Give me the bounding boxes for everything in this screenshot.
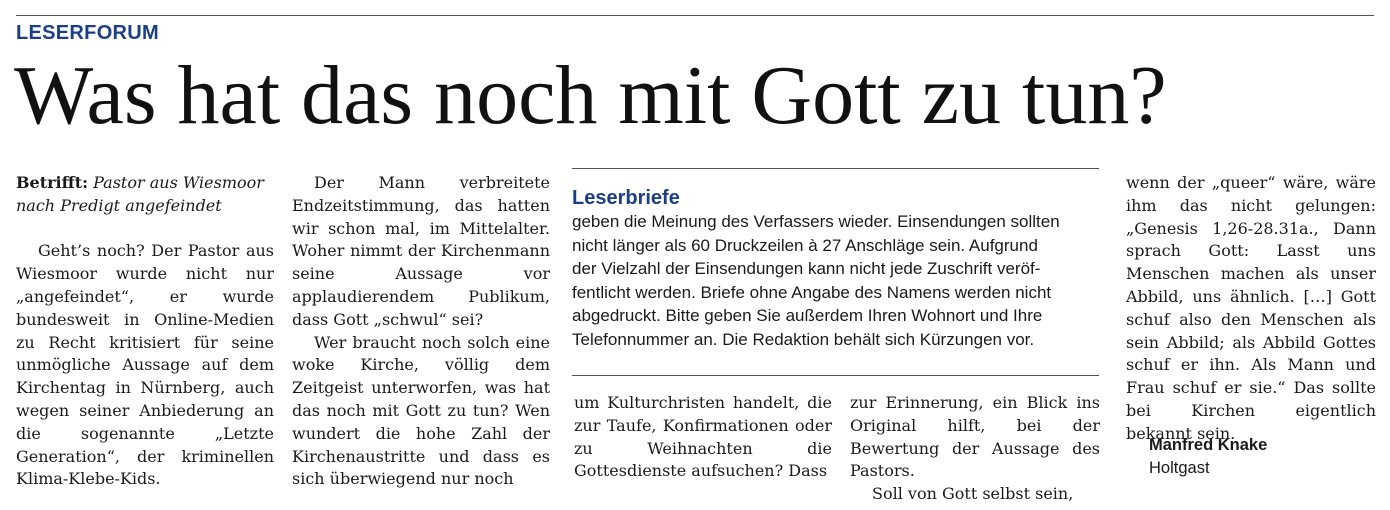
betrifft-text-2: nach Predigt angefeindet [16, 195, 222, 215]
column-5 [1126, 172, 1376, 446]
infobox-line: der Vielzahl der Einsendungen kann nicht jede Zuschrift veröf- [572, 259, 1041, 279]
betrifft-line [16, 172, 274, 195]
infobox-line: fentlicht werden. Briefe ohne Angabe des Namens werden nicht [572, 282, 1052, 302]
column-3 [574, 392, 832, 483]
infobox-line: nicht länger als 60 Druckzeilen à 27 Anschläge sein. Aufgrund [572, 235, 1038, 255]
betrifft-text-1: Pastor aus Wiesmoor [93, 173, 264, 192]
body-paragraph: Geht’s noch? Der Pastor aus Wiesmoor wurde nicht nur „angefeindet“, er wurde bundesweit in Online-Medien zu Recht kritisiert für seine unmögliche Aussage auf dem Kirchentag in Nürnberg, auch wegen seiner Anbiederung an die sogenannte „Letzte Generation“, der kriminellen Klima-Klebe-Kids. [16, 241, 274, 489]
infobox-line: abgedruckt. Bitte geben Sie außerdem Ihren Wohnort und Ihre [572, 306, 1043, 326]
leserbriefe-infobox [572, 168, 1099, 376]
top-rule [16, 15, 1374, 16]
body-paragraph: zur Erinnerung, ein Blick ins Original hilft, bei der Bewertung der Aussage des Pastors. [850, 393, 1100, 481]
spacer [16, 218, 274, 241]
infobox-title: Leserbriefe [572, 187, 680, 209]
infobox-line: Telefonnummer an. Die Redaktion behält sich Kürzungen vor. [572, 329, 1035, 349]
betrifft-line-2 [16, 195, 274, 218]
author-place: Holtgast [1149, 459, 1210, 477]
body-paragraph: Der Mann verbreitete Endzeitstimmung, das hatten wir schon mal, im Mittelalter. Woher nimmt der Kirchenmann seine Aussage vor applaudierendem Publikum, dass Gott „schwul“ sei? [292, 173, 550, 329]
body-paragraph: Soll von Gott selbst sein, [872, 484, 1074, 504]
column-2 [292, 172, 550, 491]
section-kicker: LESERFORUM [16, 22, 159, 44]
betrifft-label: Betrifft: [16, 173, 89, 192]
author-block [1149, 434, 1267, 480]
body-paragraph: Wer braucht noch solch eine woke Kirche, völlig dem Zeitgeist unterworfen, was hat das noch mit Gott zu tun? Wen wundert die hohe Zahl der Kirchenaustritte und dass es sich überwiegend nur noch [292, 332, 550, 489]
column-4 [850, 392, 1100, 506]
infobox-top-rule [572, 168, 1099, 169]
body-paragraph: um Kulturchristen handelt, die zur Taufe, Konfirmationen oder zu Weihnachten die Gottesdienste aufsuchen? Dass [574, 393, 832, 481]
headline: Was hat das noch mit Gott zu tun? [14, 49, 1167, 142]
body-paragraph: wenn der „queer“ wäre, wäre ihm das nicht gelungen: „Genesis 1,26-28.31a., Dann sprach Gott: Lasst uns Menschen machen als unser Abbild, uns ähnlich. […] Gott schuf also den Menschen als sein Abbild; als Abbild Gottes schuf er ihn. Als Mann und Frau schuf er sie.“ Das sollte bei Kirchen eigentlich bekannt sein. [1126, 173, 1376, 443]
author-name: Manfred Knake [1149, 436, 1268, 454]
infobox-line: geben die Meinung des Verfassers wieder. Einsendungen sollten [572, 212, 1060, 231]
infobox-text [572, 210, 1099, 352]
column-1 [16, 172, 274, 491]
infobox-bottom-rule [572, 375, 1099, 376]
